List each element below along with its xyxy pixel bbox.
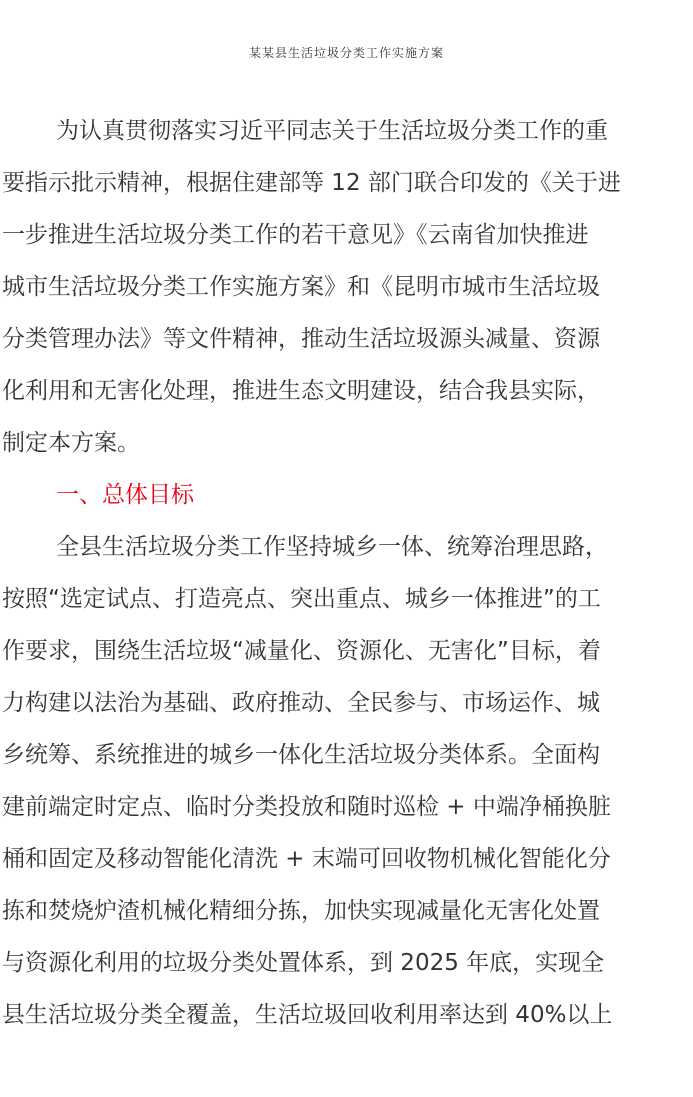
paragraph-1-line: 城市生活垃圾分类工作实施方案》和《昆明市城市生活垃圾 (2, 274, 600, 300)
paragraph-2-line: 与资源化利用的垃圾分类处置体系，到 2025 年底，实现全 (2, 950, 605, 976)
paragraph-2-line: 力构建以法治为基础、政府推动、全民参与、市场运作、城 (2, 690, 600, 716)
paragraph-2-line: 作要求，围绕生活垃圾“减量化、资源化、无害化”目标，着 (2, 638, 601, 664)
paragraph-1-line: 要指示批示精神，根据住建部等 12 部门联合印发的《关于进 (2, 170, 621, 196)
paragraph-1-line: 为认真贯彻落实习近平同志关于生活垃圾分类工作的重 (56, 118, 608, 144)
paragraph-1-line: 分类管理办法》等文件精神，推动生活垃圾源头减量、资源 (2, 326, 600, 352)
paragraph-1-line: 化利用和无害化处理，推进生态文明建设，结合我县实际， (2, 378, 600, 404)
paragraph-1-line: 制定本方案。 (2, 430, 140, 456)
paragraph-2-line: 按照“选定试点、打造亮点、突出重点、城乡一体推进”的工 (2, 586, 601, 612)
paragraph-2-line: 县生活垃圾分类全覆盖，生活垃圾回收利用率达到 40%以上 (2, 1002, 613, 1028)
paragraph-1-line: 一步推进生活垃圾分类工作的若干意见》《云南省加快推进 (2, 222, 589, 248)
paragraph-2-line: 桶和固定及移动智能化清洗 + 末端可回收物机械化智能化分 (2, 846, 611, 872)
paragraph-2-line: 建前端定时定点、临时分类投放和随时巡检 + 中端净桶换脏 (2, 794, 611, 820)
document-title: 某某县生活垃圾分类工作实施方案 (248, 46, 444, 60)
paragraph-2-line: 乡统筹、系统推进的城乡一体化生活垃圾分类体系。全面构 (2, 742, 600, 768)
paragraph-2-line: 全县生活垃圾分类工作坚持城乡一体、统筹治理思路， (56, 534, 608, 560)
paragraph-2-line: 拣和焚烧炉渣机械化精细分拣，加快实现减量化无害化处置 (2, 898, 600, 924)
section-heading: 一、总体目标 (56, 482, 194, 508)
